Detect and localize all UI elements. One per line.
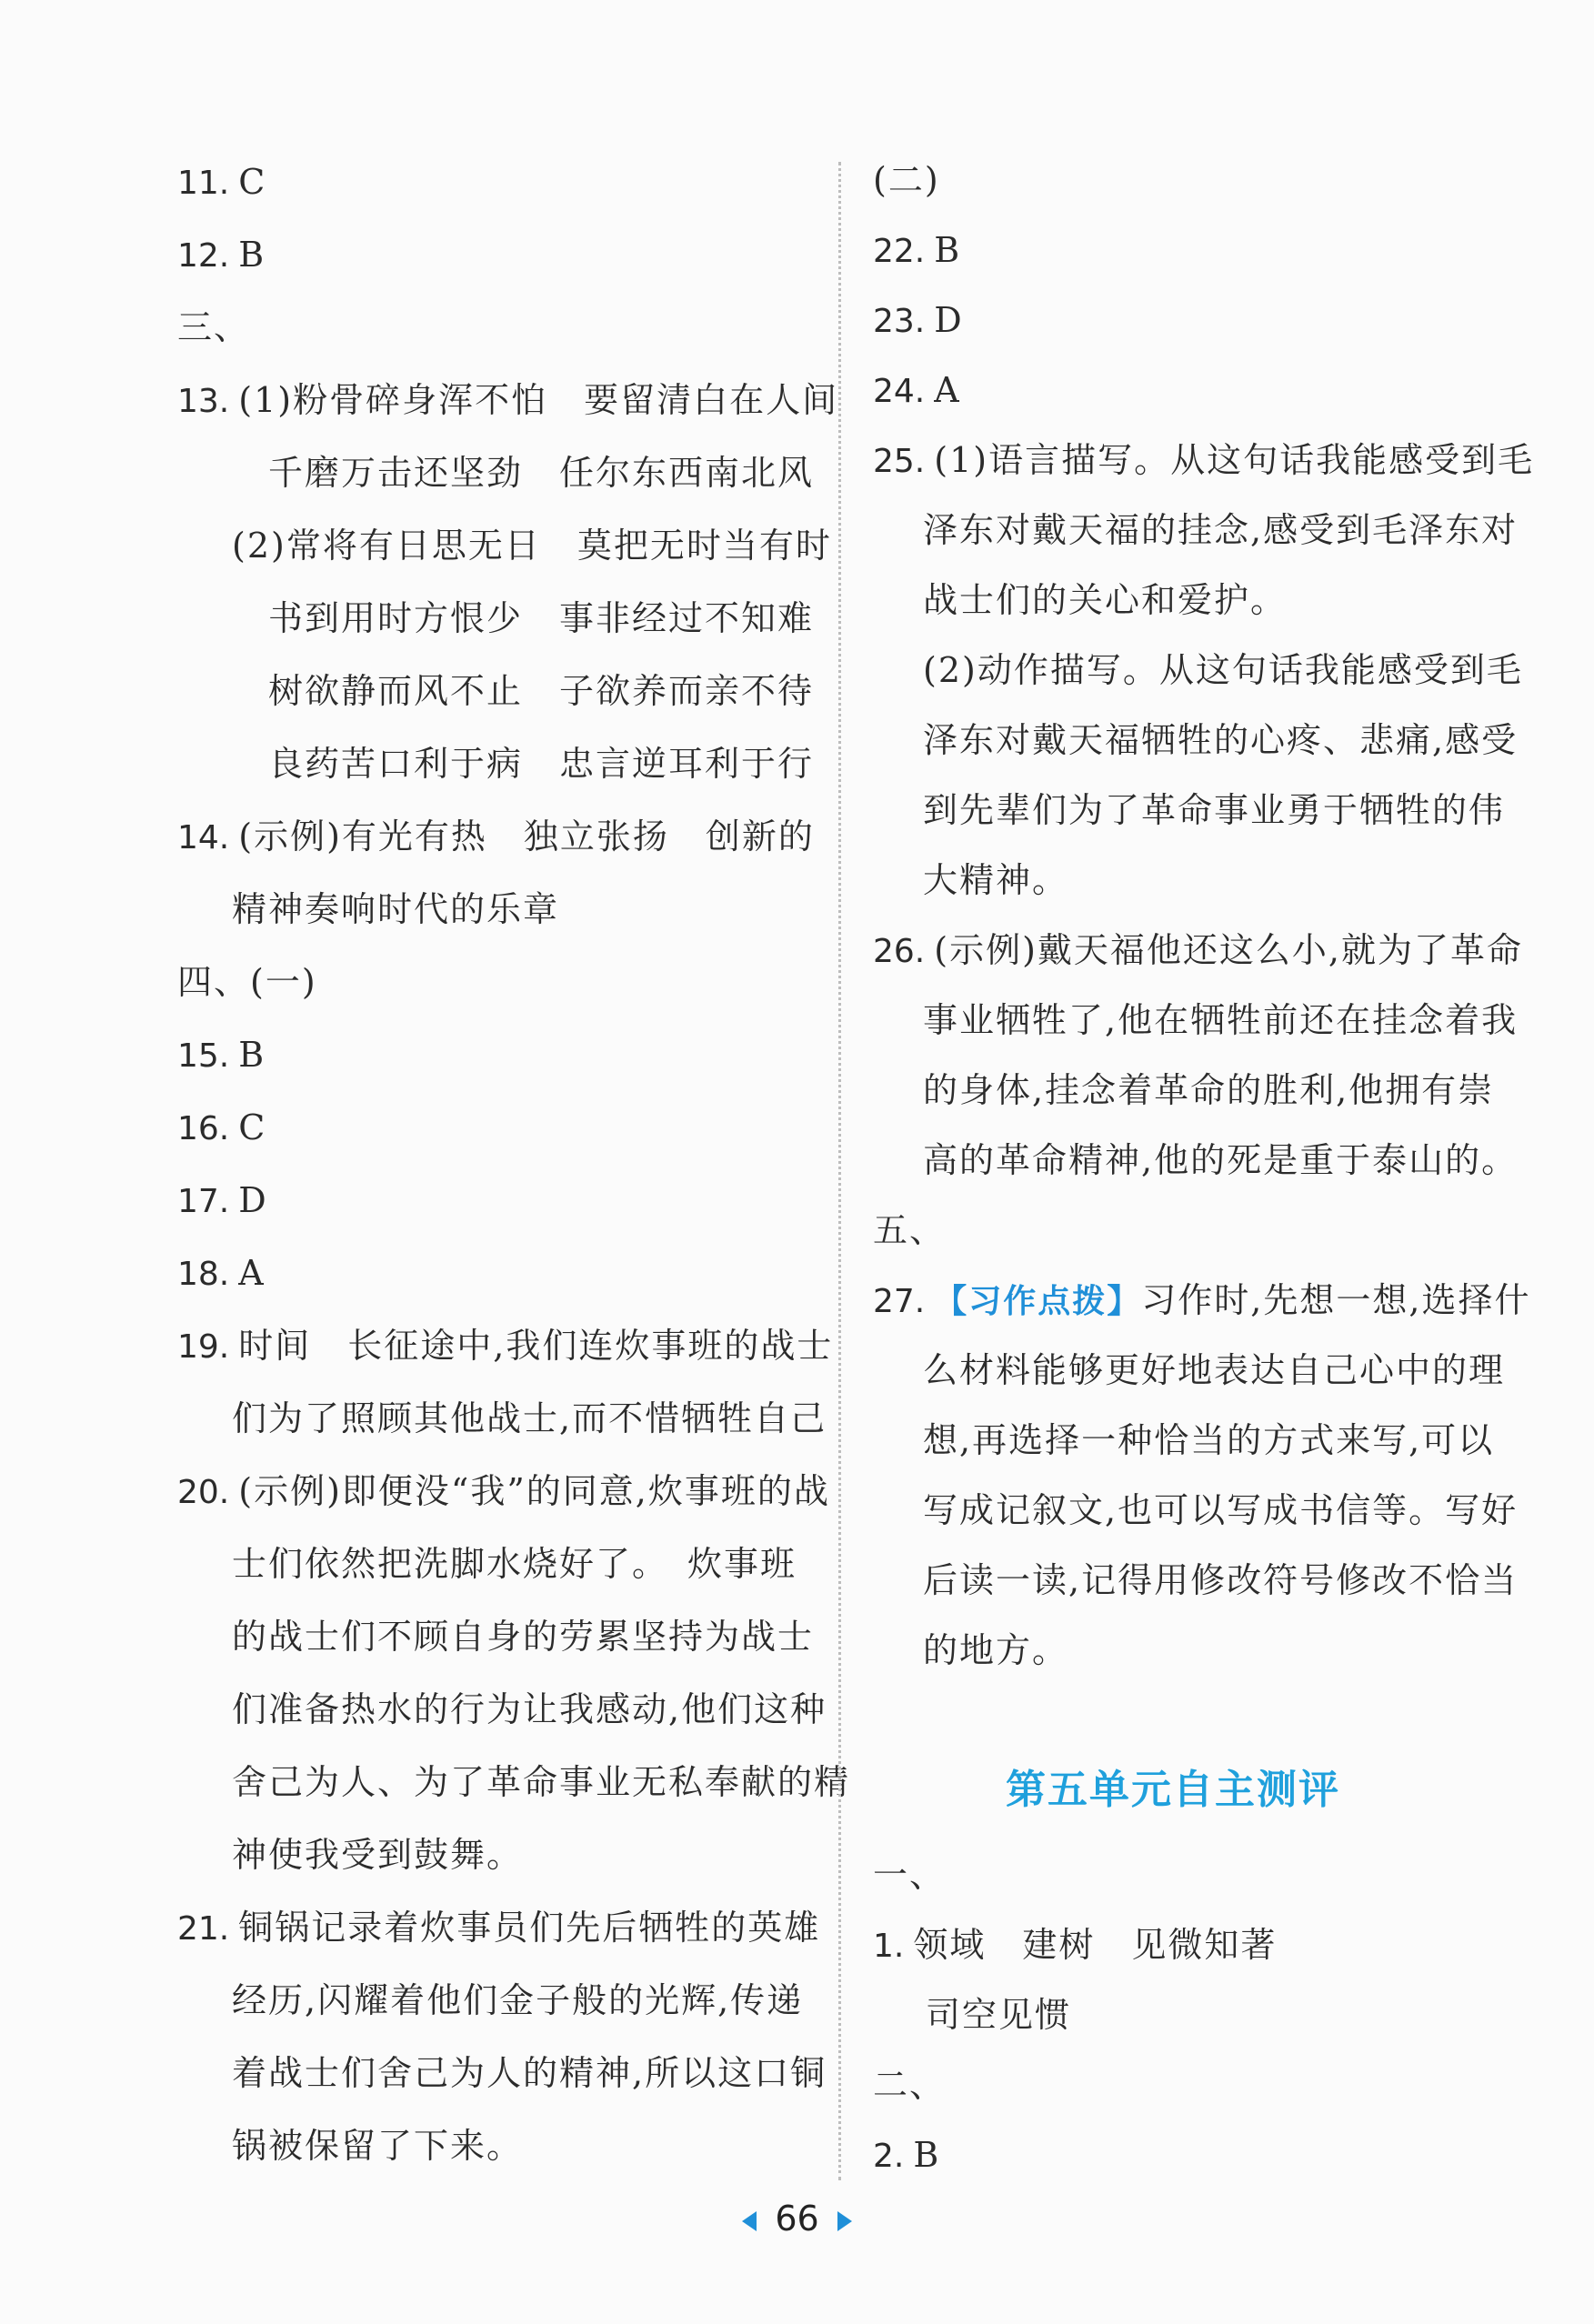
answer-continuation: 千磨万击还坚劲 任尔东西南北风 — [268, 453, 815, 493]
answer-continuation: 泽东对戴天福牺牲的心疼、悲痛,感受 — [923, 720, 1519, 760]
answer-line — [177, 1891, 821, 1964]
answer-line — [177, 1455, 830, 1528]
answer-line — [873, 356, 1509, 426]
answer-continuation: 精神奏响时代的乐章 — [232, 889, 560, 929]
item-number: 15. — [177, 1037, 230, 1075]
item-number: 26. — [873, 933, 926, 970]
section-heading: 五、 — [873, 1210, 947, 1250]
answer-continuation: 的身体,挂念着革命的胜利,他拥有崇 — [923, 1070, 1495, 1110]
answer-text: 铜锅记录着炊事员们先后牺牲的英雄 — [238, 1908, 821, 1948]
item-number: 19. — [177, 1328, 230, 1366]
unit-section-title: 第五单元自主测评 — [1006, 1767, 1340, 1813]
answer-line — [873, 285, 1509, 356]
answer-continuation: 写成记叙文,也可以写成书信等。写好 — [923, 1490, 1519, 1530]
answer-continuation: 书到用时方恨少 事非经过不知难 — [268, 598, 815, 638]
column-divider — [838, 162, 841, 2180]
answer-line — [177, 364, 839, 436]
answer-continuation: 良药苦口利于病 忠言逆耳利于行 — [268, 744, 815, 784]
answer-text: B — [913, 2135, 941, 2175]
right-column — [873, 145, 1535, 2190]
answer-line — [873, 916, 1523, 986]
answer-line — [177, 800, 814, 873]
answer-text: (示例)有光有热 独立张扬 创新的 — [238, 816, 815, 856]
answer-subpart: (2)常将有日思无日 莫把无时当有时 — [232, 526, 832, 566]
answer-text: B — [934, 230, 962, 270]
answer-line — [873, 1266, 1531, 1336]
answer-text: (1)粉骨碎身浑不怕 要留清白在人间 — [238, 380, 839, 420]
left-column — [177, 145, 851, 2182]
answer-line — [177, 1091, 814, 1164]
section-heading: 二、 — [873, 2065, 947, 2105]
item-number: 24. — [873, 373, 926, 410]
answer-line — [873, 2120, 1509, 2190]
answer-line — [177, 1018, 814, 1091]
item-number: 23. — [873, 303, 926, 340]
answer-continuation: 的战士们不顾自身的劳累坚持为战士 — [232, 1617, 815, 1657]
answer-continuation: 想,再选择一种恰当的方式来写,可以 — [923, 1420, 1495, 1460]
answer-text: A — [934, 370, 961, 410]
answer-line — [177, 1237, 814, 1309]
item-number: 22. — [873, 233, 926, 270]
answer-line — [873, 1910, 1509, 1980]
answer-text: 时间 长征途中,我们连炊事班的战士 — [238, 1326, 834, 1366]
answer-text: C — [238, 162, 267, 202]
section-heading: 三、 — [177, 307, 251, 347]
answer-line — [873, 215, 1509, 285]
item-number: 13. — [177, 383, 230, 420]
item-number: 11. — [177, 165, 230, 202]
answer-text: B — [238, 235, 266, 275]
answer-text: (示例)即便没“我”的同意,炊事班的战 — [238, 1471, 830, 1511]
answer-line — [177, 145, 814, 218]
answer-subpart: (2)动作描写。从这句话我能感受到毛 — [923, 650, 1523, 690]
answer-continuation: 事业牺牲了,他在牺牲前还在挂念着我 — [923, 1000, 1519, 1040]
item-number: 1. — [873, 1928, 905, 1965]
answer-continuation: 树欲静而风不止 子欲养而亲不待 — [268, 671, 815, 711]
answer-continuation: 战士们的关心和爱护。 — [923, 580, 1288, 620]
answer-text: (示例)戴天福他还这么小,就为了革命 — [934, 930, 1523, 970]
answer-continuation: 们为了照顾其他战士,而不惜牺牲自己 — [232, 1398, 827, 1438]
page-footer — [0, 2191, 1594, 2246]
item-number: 16. — [177, 1110, 230, 1147]
section-heading: (二) — [873, 160, 940, 200]
item-number: 25. — [873, 443, 926, 480]
page-number: 66 — [775, 2199, 819, 2239]
answer-continuation: 大精神。 — [923, 860, 1069, 900]
item-number: 27. — [873, 1283, 926, 1320]
answer-text: A — [238, 1253, 266, 1293]
item-number: 2. — [873, 2138, 905, 2175]
answer-continuation: 的地方。 — [923, 1630, 1069, 1670]
item-number: 18. — [177, 1256, 230, 1293]
answer-continuation: 舍己为人、为了革命事业无私奉献的精 — [232, 1762, 851, 1802]
answer-text: B — [238, 1035, 266, 1075]
answer-continuation: 神使我受到鼓舞。 — [232, 1835, 524, 1875]
answer-text: D — [934, 300, 964, 340]
previous-page-arrow-icon — [742, 2211, 757, 2231]
answer-continuation: 泽东对戴天福的挂念,感受到毛泽东对 — [923, 510, 1519, 550]
answer-text: 领域 建树 见微知著 — [913, 1925, 1278, 1965]
answer-continuation: 们准备热水的行为让我感动,他们这种 — [232, 1689, 827, 1729]
answer-continuation: 到先辈们为了革命事业勇于牺牲的伟 — [923, 790, 1506, 830]
answer-line — [177, 1309, 834, 1382]
answer-continuation: 着战士们舍己为人的精神,所以这口铜 — [232, 2053, 827, 2093]
answer-continuation: 士们依然把洗脚水烧好了。 炊事班 — [232, 1544, 797, 1584]
answer-line — [177, 218, 814, 291]
item-number: 17. — [177, 1183, 230, 1220]
item-number: 21. — [177, 1910, 230, 1948]
answer-continuation: 经历,闪耀着他们金子般的光辉,传递 — [232, 1980, 804, 2020]
answer-line — [873, 426, 1535, 496]
answer-text: (1)语言描写。从这句话我能感受到毛 — [934, 440, 1535, 480]
answer-continuation: 后读一读,记得用修改符号修改不恰当 — [923, 1560, 1519, 1600]
section-heading: 一、 — [873, 1855, 947, 1895]
item-number: 12. — [177, 237, 230, 275]
answer-text: 习作时,先想一想,选择什 — [1141, 1280, 1531, 1320]
item-number: 20. — [177, 1474, 230, 1511]
answer-line — [177, 1164, 814, 1237]
answer-continuation: 高的革命精神,他的死是重于泰山的。 — [923, 1140, 1519, 1180]
section-heading: 四、(一) — [177, 962, 317, 1002]
item-number: 14. — [177, 819, 230, 856]
next-page-arrow-icon — [837, 2211, 852, 2231]
answer-continuation: 锅被保留了下来。 — [232, 2126, 524, 2166]
answer-continuation: 司空见惯 — [926, 1995, 1072, 2035]
answer-continuation: 么材料能够更好地表达自己心中的理 — [923, 1350, 1506, 1390]
answer-text: D — [238, 1180, 268, 1220]
answer-text: C — [238, 1107, 267, 1147]
writing-tip-tag: 【习作点拨】 — [934, 1283, 1142, 1320]
